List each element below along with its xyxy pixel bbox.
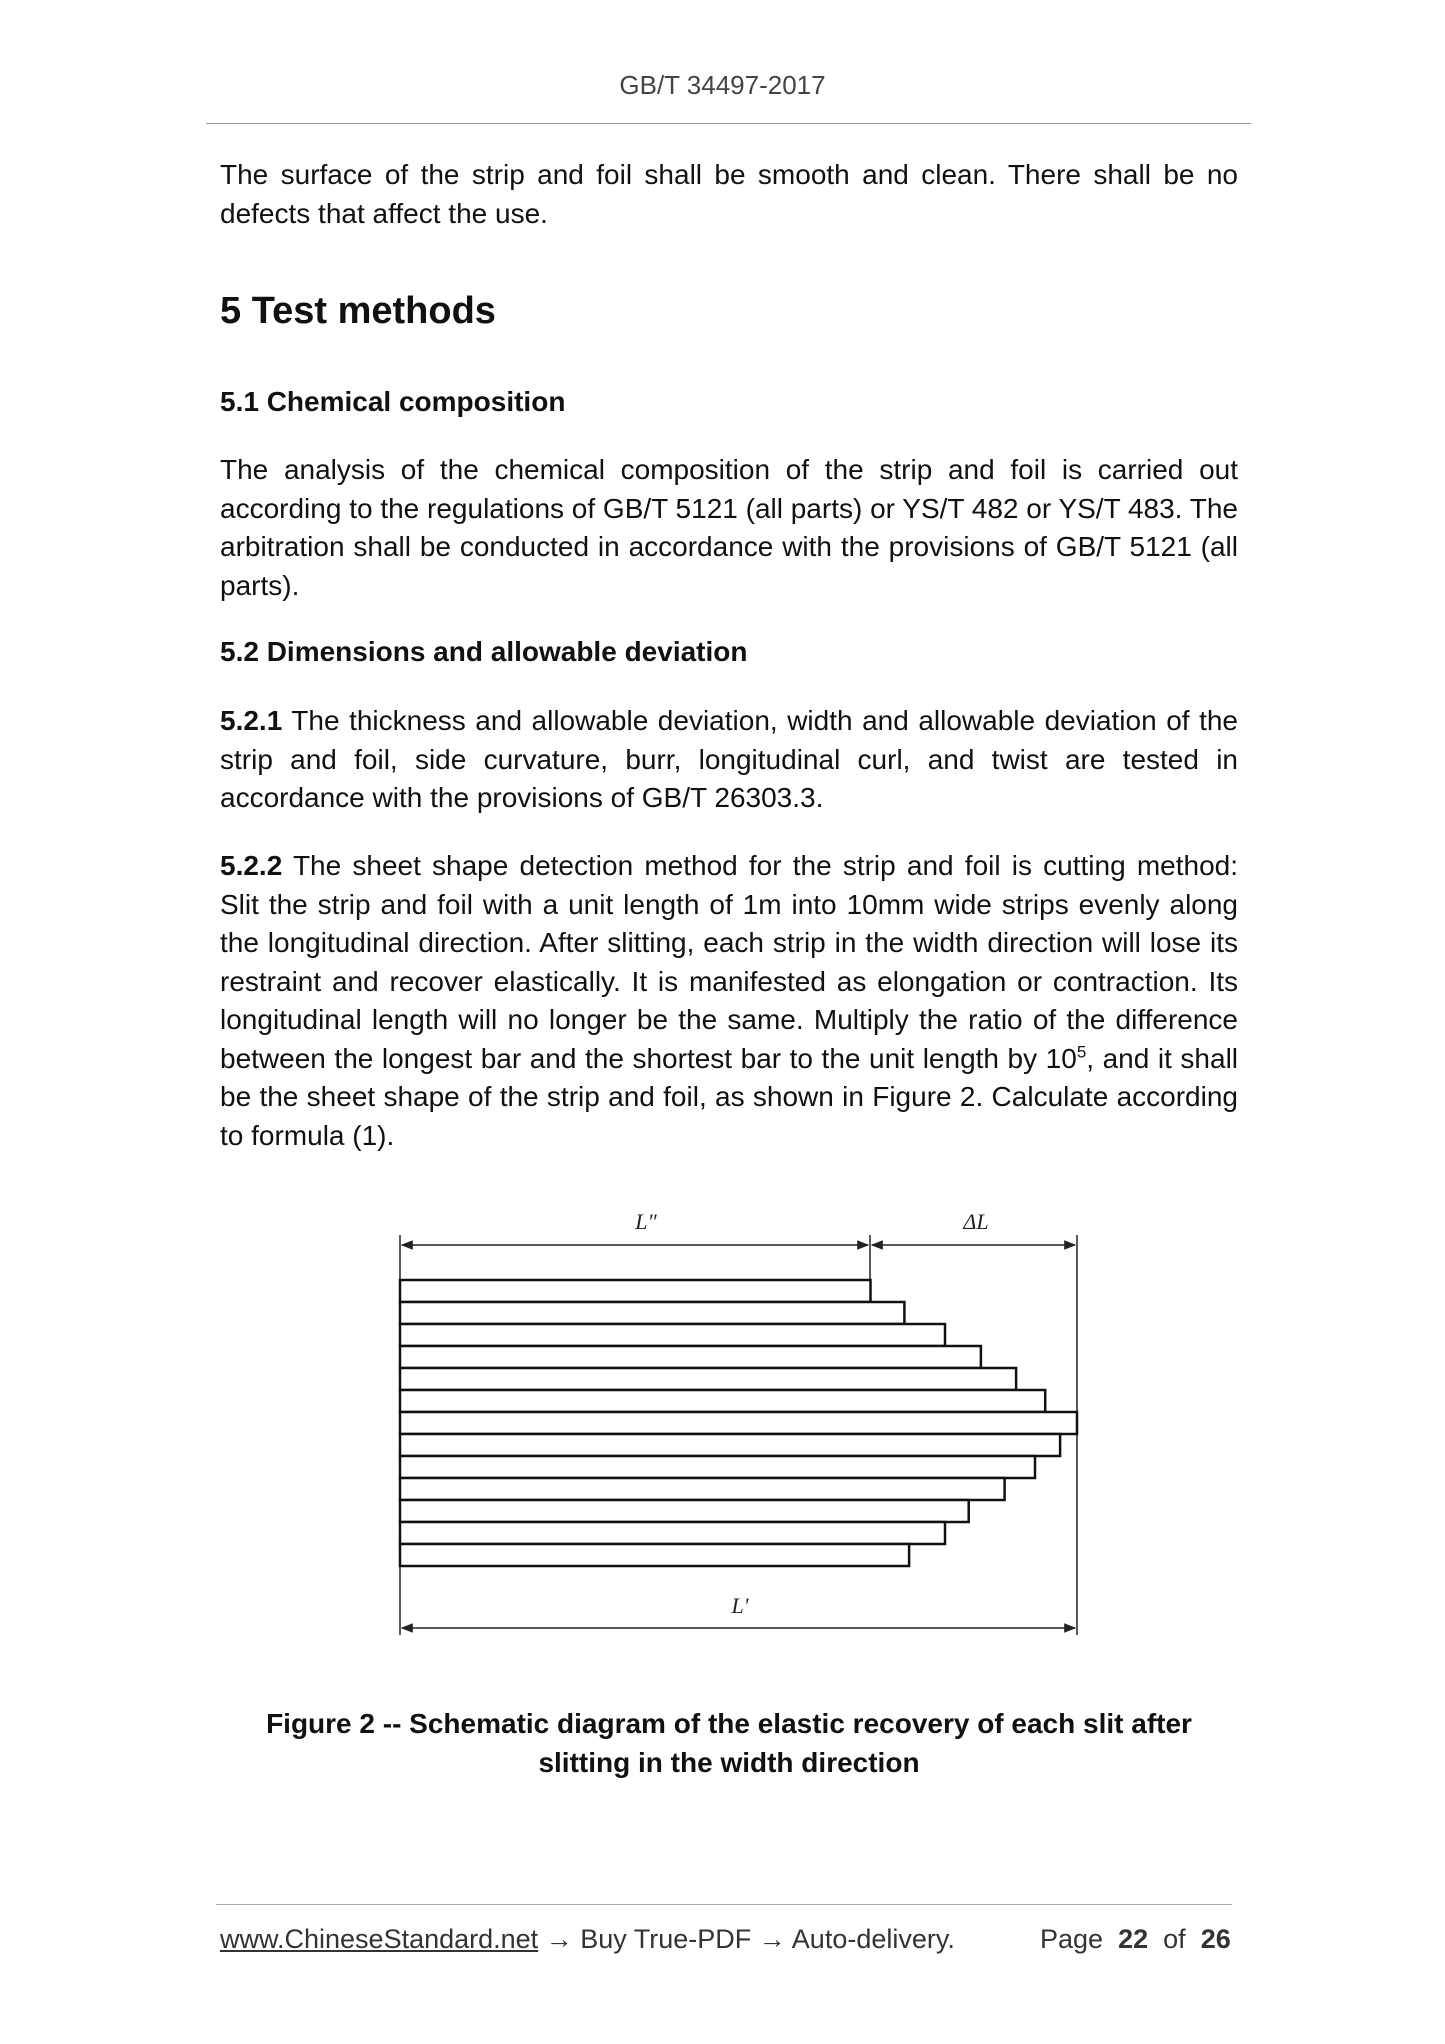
slit-strip: [400, 1544, 909, 1566]
figure-caption-line-1: Figure 2 -- Schematic diagram of the elastic recovery of each slit after: [266, 1708, 1192, 1739]
label-l-prime: L': [731, 1593, 749, 1618]
slit-strip: [400, 1456, 1035, 1478]
slit-strip: [400, 1324, 945, 1346]
footer-promo: [220, 1924, 955, 1955]
clause-5-2-2-number: 5.2.2: [220, 850, 283, 881]
of-label: of: [1163, 1924, 1186, 1954]
header-divider: [206, 123, 1251, 124]
label-l-double-prime: L": [635, 1209, 657, 1234]
clause-5-2-2-text-a: The sheet shape detection method for the strip and foil is cutting method: Slit the strip and foil with a unit length of 1m into 10mm wide strips evenly along the longitudinal direction. After slitting, each strip in the width direction will lose its restraint and recover elastically. It is manifested as elongation or contraction. Its longitudinal length will no longer be the same. Multiply the ratio of the difference between the longest bar and the shortest bar to the unit length by 10: [220, 850, 1238, 1074]
clause-5-2-2-exponent: 5: [1076, 1042, 1087, 1062]
figure-caption-line-2: slitting in the width direction: [538, 1747, 920, 1778]
section-5-1-heading: 5.1 Chemical composition: [220, 386, 566, 417]
slit-strip: [400, 1434, 1060, 1456]
buy-true-pdf-text: Buy True-PDF: [580, 1924, 752, 1954]
slit-strip: [400, 1412, 1077, 1434]
clause-5-2-1-paragraph: [220, 702, 1238, 818]
section-5-1-paragraph: The analysis of the chemical composition of the strip and foil is carried out according to the regulations of GB/T 5121 (all parts) or YS/T 482 or YS/T 483. The arbitration shall be conducted in accordance with the provisions of GB/T 5121 (all parts).: [220, 454, 1238, 601]
section-5-heading: 5 Test methods: [220, 290, 496, 332]
arrow-right-icon: →: [545, 1924, 573, 1954]
clause-5-2-2-paragraph: [220, 847, 1238, 1155]
clause-5-2-1-text: The thickness and allowable deviation, width and allowable deviation of the strip and foil, side curvature, burr, longitudinal curl, and twist are tested in accordance with the provisions of GB/T 26303.3.: [220, 705, 1238, 813]
clause-5-2-2-text-b: , and it shall be the sheet shape of the strip and foil, as shown in Figure 2. Calculate according to formula (1).: [220, 1042, 1239, 1151]
current-page-number: 22: [1118, 1924, 1149, 1954]
slit-strip: [400, 1478, 1005, 1500]
total-page-number: 26: [1200, 1924, 1231, 1954]
strip-group: [400, 1280, 1077, 1566]
auto-delivery-text: Auto-delivery.: [791, 1924, 955, 1954]
slit-strip: [400, 1368, 1016, 1390]
arrow-right-icon: →: [758, 1924, 786, 1954]
section-5-2-heading: 5.2 Dimensions and allowable deviation: [220, 636, 748, 667]
slit-strip: [400, 1280, 871, 1302]
figure-2-diagram: [380, 1205, 1080, 1645]
page-label: Page: [1040, 1924, 1104, 1954]
footer-divider: [216, 1904, 1232, 1905]
clause-5-2-1-number: 5.2.1: [220, 705, 283, 736]
intro-paragraph: The surface of the strip and foil shall be smooth and clean. There shall be no defects that affect the use.: [220, 159, 1238, 229]
website-link[interactable]: www.ChineseStandard.net: [220, 1924, 539, 1954]
slit-strip: [400, 1390, 1045, 1412]
slit-strip: [400, 1302, 904, 1324]
page-indicator: [1040, 1924, 1231, 1955]
slit-strip: [400, 1500, 969, 1522]
document-header-id: GB/T 34497-2017: [619, 70, 826, 100]
slit-strip: [400, 1346, 981, 1368]
figure-2-caption: [220, 1704, 1238, 1782]
label-delta-l: ΔL: [963, 1209, 989, 1234]
slit-strip: [400, 1522, 945, 1544]
